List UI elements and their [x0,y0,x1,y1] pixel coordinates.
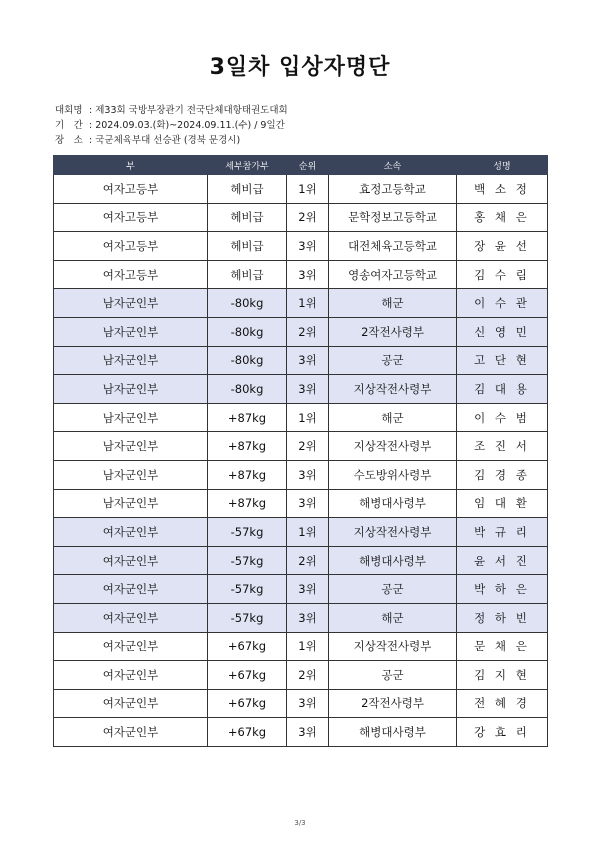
cell-name: 고 단 현 [457,346,548,375]
cell-division: 여자군인부 [54,689,208,718]
cell-affiliation: 해군 [329,603,457,632]
cell-category: +67kg [208,718,287,747]
table-row [54,403,548,432]
winners-table [53,155,548,747]
cell-name: 임 대 환 [457,489,548,518]
cell-affiliation: 공군 [329,575,457,604]
cell-rank: 2위 [287,432,329,461]
cell-name: 장 윤 선 [457,232,548,261]
cell-rank: 3위 [287,232,329,261]
cell-category: +87kg [208,489,287,518]
header-name: 성명 [457,156,548,175]
table-row [54,518,548,547]
table-row [54,689,548,718]
cell-affiliation: 해병대사령부 [329,546,457,575]
cell-division: 여자고등부 [54,260,208,289]
cell-name: 윤 서 진 [457,546,548,575]
cell-category: -80kg [208,346,287,375]
cell-category: 헤비급 [208,203,287,232]
cell-name: 홍 채 은 [457,203,548,232]
table-row [54,546,548,575]
cell-name: 백 소 정 [457,175,548,204]
page-title: 3일차 입상자명단 [209,55,391,80]
cell-rank: 1위 [287,632,329,661]
cell-division: 여자고등부 [54,175,208,204]
table-row [54,232,548,261]
table-row [54,603,548,632]
cell-rank: 3위 [287,375,329,404]
cell-name: 김 지 현 [457,661,548,690]
table-row [54,718,548,747]
cell-division: 남자군인부 [54,346,208,375]
table-row [54,317,548,346]
cell-rank: 1위 [287,175,329,204]
cell-affiliation: 지상작전사령부 [329,375,457,404]
table-row [54,489,548,518]
cell-affiliation: 지상작전사령부 [329,632,457,661]
cell-division: 남자군인부 [54,317,208,346]
cell-rank: 3위 [287,346,329,375]
cell-rank: 3위 [287,260,329,289]
cell-division: 남자군인부 [54,432,208,461]
cell-division: 남자군인부 [54,403,208,432]
cell-rank: 3위 [287,489,329,518]
header-category: 세부참가부 [208,156,287,175]
cell-rank: 2위 [287,317,329,346]
info-value: : 제33회 국방부장관기 전국단체대항태권도대회 [89,105,288,116]
cell-category: 헤비급 [208,232,287,261]
table-row [54,460,548,489]
info-label: 장 소 [55,135,83,146]
cell-name: 전 혜 경 [457,689,548,718]
cell-category: -80kg [208,375,287,404]
cell-category: -57kg [208,518,287,547]
cell-affiliation: 공군 [329,346,457,375]
info-period [55,118,288,133]
cell-category: +67kg [208,661,287,690]
cell-division: 여자군인부 [54,603,208,632]
cell-category: +87kg [208,403,287,432]
cell-affiliation: 지상작전사령부 [329,432,457,461]
cell-affiliation: 수도방위사령부 [329,460,457,489]
info-event-name [55,103,288,118]
table-row [54,632,548,661]
cell-affiliation: 대전체육고등학교 [329,232,457,261]
cell-rank: 1위 [287,289,329,318]
cell-affiliation: 문학정보고등학교 [329,203,457,232]
cell-affiliation: 효정고등학교 [329,175,457,204]
cell-division: 남자군인부 [54,460,208,489]
cell-affiliation: 지상작전사령부 [329,518,457,547]
cell-rank: 3위 [287,460,329,489]
cell-affiliation: 2작전사령부 [329,317,457,346]
table-row [54,661,548,690]
cell-name: 이 수 범 [457,403,548,432]
info-value: : 국군체육부대 선승관 (경북 문경시) [89,135,241,146]
cell-name: 신 영 민 [457,317,548,346]
cell-name: 박 하 은 [457,575,548,604]
cell-category: -57kg [208,603,287,632]
info-value: : 2024.09.03.(화)~2024.09.11.(수) / 9일간 [89,120,285,131]
cell-affiliation: 해군 [329,289,457,318]
table-row [54,260,548,289]
cell-category: +67kg [208,689,287,718]
cell-name: 정 하 빈 [457,603,548,632]
cell-division: 여자고등부 [54,232,208,261]
header-affiliation: 소속 [329,156,457,175]
cell-affiliation: 해병대사령부 [329,489,457,518]
cell-division: 남자군인부 [54,289,208,318]
cell-category: -57kg [208,546,287,575]
cell-category: 헤비급 [208,175,287,204]
table-row [54,203,548,232]
event-info [55,103,288,148]
cell-division: 여자고등부 [54,203,208,232]
page-number: 3/3 [294,819,306,827]
cell-rank: 2위 [287,203,329,232]
header-rank: 순위 [287,156,329,175]
cell-division: 남자군인부 [54,375,208,404]
cell-category: 헤비급 [208,260,287,289]
cell-affiliation: 해군 [329,403,457,432]
cell-name: 이 수 관 [457,289,548,318]
cell-affiliation: 영송여자고등학교 [329,260,457,289]
table-row [54,346,548,375]
cell-division: 남자군인부 [54,489,208,518]
cell-category: -57kg [208,575,287,604]
cell-affiliation: 2작전사령부 [329,689,457,718]
cell-rank: 2위 [287,661,329,690]
table-row [54,289,548,318]
table-row [54,432,548,461]
table-body [54,175,548,747]
cell-category: +67kg [208,632,287,661]
cell-division: 여자군인부 [54,546,208,575]
cell-name: 강 효 리 [457,718,548,747]
cell-rank: 3위 [287,718,329,747]
cell-category: -80kg [208,317,287,346]
table-row [54,575,548,604]
info-label: 기 간 [55,120,83,131]
cell-name: 김 수 림 [457,260,548,289]
cell-affiliation: 공군 [329,661,457,690]
cell-affiliation: 해병대사령부 [329,718,457,747]
table-header-row [54,156,548,175]
cell-rank: 3위 [287,689,329,718]
cell-category: +87kg [208,432,287,461]
info-label: 대회명 [55,105,83,116]
header-division: 부 [54,156,208,175]
cell-name: 김 대 용 [457,375,548,404]
cell-division: 여자군인부 [54,718,208,747]
cell-rank: 1위 [287,403,329,432]
cell-division: 여자군인부 [54,661,208,690]
cell-category: +87kg [208,460,287,489]
cell-name: 조 진 서 [457,432,548,461]
cell-rank: 3위 [287,575,329,604]
cell-division: 여자군인부 [54,575,208,604]
cell-name: 문 채 은 [457,632,548,661]
cell-name: 김 경 종 [457,460,548,489]
cell-rank: 2위 [287,546,329,575]
table-row [54,175,548,204]
cell-category: -80kg [208,289,287,318]
cell-rank: 1위 [287,518,329,547]
info-venue [55,133,288,148]
cell-division: 여자군인부 [54,632,208,661]
cell-name: 박 규 리 [457,518,548,547]
cell-rank: 3위 [287,603,329,632]
table-row [54,375,548,404]
cell-division: 여자군인부 [54,518,208,547]
